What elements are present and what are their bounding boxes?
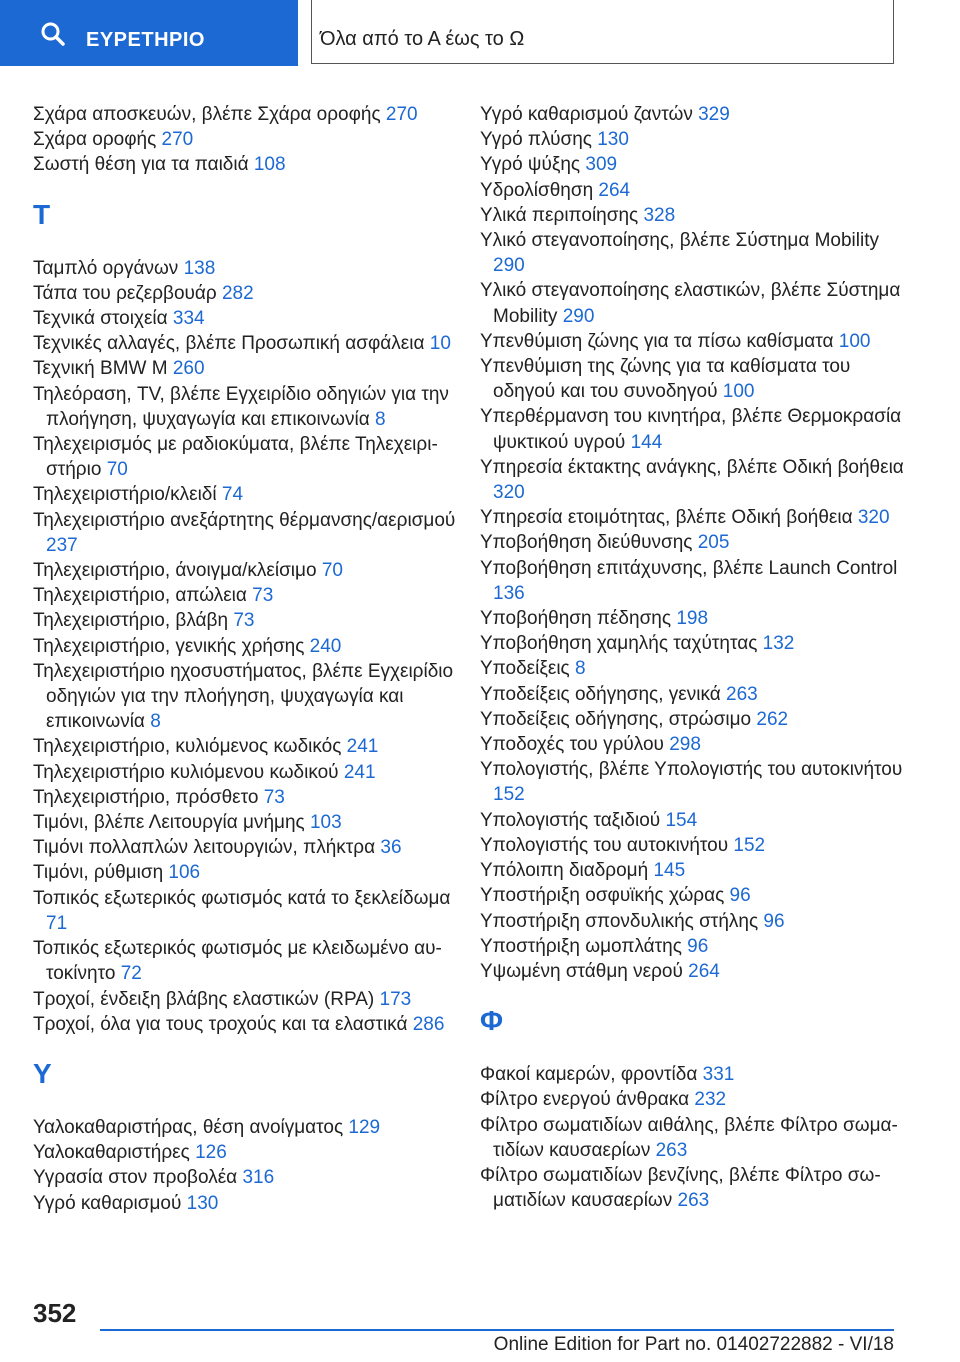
page-reference-link[interactable]: 130: [186, 1192, 219, 1214]
index-entry[interactable]: [480, 530, 910, 555]
index-entry[interactable]: [33, 1115, 463, 1140]
index-entry[interactable]: [33, 583, 463, 608]
page-reference-link[interactable]: 129: [348, 1116, 381, 1138]
index-entry-text: Υαλοκαθαριστήρας, θέση ανοίγματος: [33, 1116, 349, 1138]
index-entry-text: Τεχνικά στοιχεία: [33, 308, 173, 330]
page-reference-link[interactable]: 73: [252, 585, 274, 607]
page-reference-link[interactable]: 96: [763, 910, 785, 932]
index-entry[interactable]: [480, 682, 910, 707]
index-entry[interactable]: [33, 1165, 463, 1190]
index-entry[interactable]: [33, 634, 463, 659]
index-entry-text: Υποδείξεις οδήγησης, στρώσιμο: [480, 708, 757, 730]
page-reference-link[interactable]: 260: [172, 358, 205, 380]
page-reference-link[interactable]: 100: [722, 381, 755, 403]
index-entry[interactable]: [480, 278, 910, 328]
index-entry[interactable]: [480, 656, 910, 681]
index-entry[interactable]: [33, 734, 463, 759]
edition-footer: Online Edition for Part no. 01402722882 - VI/18: [493, 1334, 894, 1355]
index-entry[interactable]: [33, 482, 463, 507]
page-reference-link[interactable]: 152: [493, 784, 525, 806]
page-reference-link[interactable]: 232: [694, 1089, 727, 1111]
index-entry-text: Υποβοήθηση πέδησης: [480, 608, 677, 630]
page-reference-link[interactable]: 72: [120, 963, 142, 985]
page-reference-link[interactable]: 263: [677, 1190, 710, 1212]
index-entry-text: Υπολογιστής ταξιδιού: [480, 809, 666, 831]
index-entry[interactable]: [33, 810, 463, 835]
page-reference-link[interactable]: 136: [493, 582, 525, 604]
index-entry-text: Υποστήριξη σπονδυλικής στήλης: [480, 910, 764, 932]
index-entry-text: Τηλεχειριστήριο ανεξάρτητης θέρμανσης/αερισμού: [33, 509, 456, 531]
page-reference-link[interactable]: 309: [585, 154, 618, 176]
index-entry[interactable]: [480, 329, 910, 354]
page-reference-link[interactable]: 263: [726, 683, 758, 705]
page-reference-link[interactable]: 198: [676, 608, 709, 630]
index-entry[interactable]: [33, 785, 463, 810]
index-entry-text: Υποβοήθηση χαμηλής ταχύτητας: [480, 633, 763, 655]
index-entry[interactable]: [33, 608, 463, 633]
index-entry[interactable]: [33, 152, 463, 177]
page-reference-link[interactable]: 264: [688, 960, 720, 982]
index-entry[interactable]: [33, 127, 463, 152]
index-entry[interactable]: [33, 356, 463, 381]
index-entry-text: Υλικό στεγανοποίησης ελαστικών, βλέπε Σύστημα Mobility: [480, 280, 901, 327]
index-entry-text: Ταμπλό οργάνων: [33, 257, 184, 279]
page-reference-link[interactable]: 270: [385, 104, 418, 125]
index-entry[interactable]: [480, 883, 910, 908]
page-reference-link[interactable]: 71: [46, 912, 68, 934]
index-entry-text: Τιμόνι, ρύθμιση: [33, 862, 169, 884]
index-entry-text: Υποδείξεις: [480, 658, 575, 680]
index-entry-text: Τηλεχειριστήριο, πρόσθετο: [33, 786, 264, 808]
search-tab-label: ΕΥΡΕΤΗΡΙΟ: [86, 29, 205, 51]
index-entry-text: Τεχνική BMW M: [33, 358, 173, 380]
index-entry[interactable]: [480, 455, 910, 505]
index-entry-text: Τηλεχειριστήριο, απώλεια: [33, 585, 253, 607]
page-reference-link[interactable]: 173: [379, 988, 412, 1010]
index-entry-text: Υποστήριξη οσφυϊκής χώρας: [480, 885, 730, 907]
page-reference-link[interactable]: 106: [168, 862, 201, 884]
index-entry[interactable]: [33, 256, 463, 281]
page-reference-link[interactable]: 264: [598, 179, 631, 201]
page-reference-link[interactable]: 103: [309, 812, 342, 834]
page-reference-link[interactable]: 290: [493, 255, 525, 277]
index-entry-text: Τοπικός εξωτερικός φωτισμός κατά το ξεκλείδωμα: [33, 887, 451, 909]
page-reference-link[interactable]: 241: [346, 736, 379, 758]
index-entry[interactable]: [480, 909, 910, 934]
page-reference-link[interactable]: 286: [412, 1013, 445, 1035]
page-reference-link[interactable]: 328: [643, 204, 676, 226]
page-reference-link[interactable]: 100: [838, 330, 871, 352]
index-letter-heading: Φ: [480, 1005, 503, 1037]
page-reference-link[interactable]: 108: [253, 154, 286, 176]
index-entry-text: Τιμόνι, βλέπε Λειτουργία μνήμης: [33, 812, 310, 834]
index-entry-text: Υπενθύμιση της ζώνης για τα καθίσματα του οδηγού και του συνοδηγού: [480, 356, 851, 403]
index-entry-text: Τηλεχειριστήριο, κυλιόμενος κωδικός: [33, 736, 347, 758]
page-reference-link[interactable]: 270: [161, 129, 194, 151]
index-entry[interactable]: [33, 987, 463, 1012]
index-entry-text: Φίλτρο σωματιδίων αιθάλης, βλέπε Φίλτρο σωματιδίων καυσαερίων: [480, 1114, 898, 1161]
index-entry[interactable]: [480, 631, 910, 656]
index-entry-text: Τηλεχειριστήριο/κλειδί: [33, 484, 222, 506]
index-entry[interactable]: [480, 1163, 910, 1213]
index-entry[interactable]: [480, 808, 910, 833]
index-entry-text: Υπόλοιπη διαδρομή: [480, 860, 654, 882]
index-entry[interactable]: [33, 508, 463, 558]
page-reference-link[interactable]: 331: [702, 1064, 735, 1086]
page-reference-link[interactable]: 334: [172, 308, 205, 330]
index-entry[interactable]: [33, 835, 463, 860]
index-entry[interactable]: [480, 127, 910, 152]
index-entry-text: Τιμόνι πολλαπλών λειτουργιών, πλήκτρα: [33, 837, 381, 859]
breadcrumb[interactable]: [311, 0, 894, 64]
index-entry[interactable]: [33, 1191, 463, 1216]
index-entry-text: Υποβοήθηση διεύθυνσης: [480, 532, 698, 554]
page-reference-link[interactable]: 152: [733, 834, 766, 856]
index-entry[interactable]: [33, 760, 463, 785]
index-entry[interactable]: [33, 281, 463, 306]
index-entry[interactable]: [33, 1140, 463, 1165]
index-entry[interactable]: [33, 860, 463, 885]
index-entry-text: Σωστή θέση για τα παιδιά: [33, 154, 254, 176]
page-reference-link[interactable]: 320: [493, 482, 525, 504]
index-entry-text: Υγρασία στον προβολέα: [33, 1167, 243, 1189]
index-entry[interactable]: [480, 732, 910, 757]
page-reference-link[interactable]: 240: [309, 635, 342, 657]
index-entry-text: Υγρό ψύξης: [480, 154, 586, 176]
index-entry[interactable]: [33, 558, 463, 583]
index-entry-text: Τροχοί, ένδειξη βλάβης ελαστικών (RPA): [33, 988, 380, 1010]
index-entry-text: Τηλεχειριστήριο, γενικής χρήσης: [33, 635, 310, 657]
page-reference-link[interactable]: 8: [574, 658, 586, 680]
page-number: 352: [33, 1298, 77, 1328]
page-reference-link[interactable]: 237: [46, 534, 78, 556]
index-entry[interactable]: [480, 152, 910, 177]
index-letter-heading: Τ: [33, 198, 51, 230]
page-reference-link[interactable]: 73: [233, 610, 255, 632]
index-entry[interactable]: [480, 707, 910, 732]
page-reference-link[interactable]: 10: [429, 333, 451, 355]
index-entry-text: Σχάρα οροφής: [33, 129, 162, 151]
index-entry[interactable]: [480, 102, 910, 127]
page-reference-link[interactable]: 205: [697, 532, 730, 554]
index-entry-text: Υποβοήθηση επιτάχυνσης, βλέπε Launch Control: [480, 557, 898, 579]
page-reference-link[interactable]: 8: [375, 408, 386, 430]
index-entry[interactable]: [480, 606, 910, 631]
index-entry[interactable]: [33, 382, 463, 432]
index-entry-text: Φίλτρο σωματιδίων βενζίνης, βλέπε Φίλτρο σωματιδίων καυσαερίων: [480, 1164, 881, 1212]
index-entry-text: Υπηρεσία έκτακτης ανάγκης, βλέπε Οδική βοήθεια: [480, 456, 904, 478]
page-reference-link[interactable]: 298: [669, 734, 701, 756]
index-entry-text: Υπηρεσία ετοιμότητας, βλέπε Οδική βοήθεια: [480, 507, 858, 529]
index-entry[interactable]: [480, 505, 910, 530]
index-column-left: [33, 102, 463, 1216]
index-entry[interactable]: [480, 556, 910, 606]
page-reference-link[interactable]: 132: [762, 633, 795, 655]
index-entry-text: Τροχοί, όλα για τους τροχούς και τα ελαστικά: [33, 1013, 413, 1035]
page-reference-link[interactable]: 73: [263, 786, 285, 808]
index-entry[interactable]: [33, 306, 463, 331]
index-entry-text: Υγρό καθαρισμού ζαντών: [480, 104, 699, 125]
page-reference-link[interactable]: 130: [597, 129, 629, 151]
index-entry[interactable]: [480, 354, 910, 404]
index-entry[interactable]: [480, 934, 910, 959]
page-reference-link[interactable]: 290: [562, 305, 595, 327]
index-entry[interactable]: [33, 659, 463, 735]
index-column-right: [480, 102, 910, 1213]
index-entry[interactable]: [480, 203, 910, 228]
page-reference-link[interactable]: 96: [729, 885, 751, 907]
index-entry[interactable]: [480, 1062, 910, 1087]
page-reference-link[interactable]: 144: [630, 431, 663, 453]
index-entry[interactable]: [480, 858, 910, 883]
index-entry-text: Τηλεχειριστήριο κυλιόμενου κωδικού: [33, 761, 344, 783]
index-entry-text: Φίλτρο ενεργού άνθρακα: [480, 1089, 695, 1111]
index-entry-text: Τηλεχειρισμός με ραδιοκύματα, βλέπε Τηλεχειριστήριο: [33, 434, 438, 481]
breadcrumb-label: Όλα από το Α έως το Ω: [320, 28, 525, 50]
page-reference-link[interactable]: 263: [655, 1139, 688, 1161]
page-reference-link[interactable]: 74: [221, 484, 244, 506]
index-entry[interactable]: [33, 886, 463, 936]
index-entry-text: Υπολογιστής του αυτοκινήτου: [480, 834, 734, 856]
index-entry-text: Υδρολίσθηση: [480, 179, 599, 201]
search-icon: [40, 21, 66, 47]
index-entry[interactable]: [480, 228, 910, 278]
page-reference-link[interactable]: 329: [698, 104, 730, 125]
index-entry[interactable]: [480, 757, 910, 807]
index-entry-text: Υψωμένη στάθμη νερού: [480, 960, 689, 982]
index-entry[interactable]: [480, 1113, 910, 1163]
index-entry-text: Τάπα του ρεζερβουάρ: [33, 282, 222, 304]
index-entry[interactable]: [33, 936, 463, 986]
index-entry-text: Υαλοκαθαριστήρες: [33, 1142, 196, 1164]
index-entry[interactable]: [480, 178, 910, 203]
index-entry-text: Υπολογιστής, βλέπε Υπολογιστής του αυτοκινήτου: [480, 759, 903, 781]
page-reference-link[interactable]: 8: [150, 711, 161, 733]
page-reference-link[interactable]: 241: [343, 761, 376, 783]
page-reference-link[interactable]: 138: [183, 257, 216, 279]
index-entry[interactable]: [33, 432, 463, 482]
header: [0, 0, 960, 66]
page-reference-link[interactable]: 282: [221, 282, 254, 304]
index-entry-text: Τηλεόραση, TV, βλέπε Εγχειρίδιο οδηγιών για την πλοήγηση, ψυχαγωγία και επικοινωνία: [33, 383, 449, 430]
page-reference-link[interactable]: 70: [106, 459, 128, 481]
page-reference-link[interactable]: 320: [857, 507, 890, 529]
index-entry-text: Υποδείξεις οδήγησης, γενικά: [480, 683, 726, 705]
page-reference-link[interactable]: 145: [653, 860, 686, 882]
page-reference-link[interactable]: 316: [242, 1167, 275, 1189]
index-entry-text: Υπερθέρμανση του κινητήρα, βλέπε Θερμοκρασία ψυκτικού υγρού: [480, 406, 902, 453]
index-entry-text: Φακοί καμερών, φροντίδα: [480, 1064, 703, 1086]
index-entry-text: Υποστήριξη ωμοπλάτης: [480, 935, 688, 957]
index-entry-text: Τεχνικές αλλαγές, βλέπε Προσωπική ασφάλεια: [33, 333, 430, 355]
page-reference-link[interactable]: 154: [665, 809, 698, 831]
index-entry-text: Υγρό πλύσης: [480, 129, 598, 151]
index-entry[interactable]: [480, 833, 910, 858]
index-entry[interactable]: [33, 331, 463, 356]
index-entry-text: Σχάρα αποσκευών, βλέπε Σχάρα οροφής: [33, 104, 386, 125]
page-reference-link[interactable]: 70: [321, 560, 343, 582]
index-entry-text: Υποδοχές του γρύλου: [480, 734, 670, 756]
page-reference-link[interactable]: 36: [380, 837, 402, 859]
index-entry-text: Υλικό στεγανοποίησης, βλέπε Σύστημα Mobility: [480, 230, 879, 252]
index-entry[interactable]: [480, 959, 910, 984]
page-reference-link[interactable]: 96: [687, 935, 709, 957]
index-entry-text: Υλικά περιποίησης: [480, 204, 644, 226]
index-entry-text: Τηλεχειριστήριο ηχοσυστήματος, βλέπε Εγχειρίδιο οδηγιών για την πλοήγηση, ψυχαγωγία και επικοινωνία: [33, 660, 454, 733]
index-entry-text: Υπενθύμιση ζώνης για τα πίσω καθίσματα: [480, 330, 839, 352]
index-letter-heading: Υ: [33, 1057, 52, 1089]
page-reference-link[interactable]: 262: [756, 708, 789, 730]
index-entry-text: Τοπικός εξωτερικός φωτισμός με κλειδωμένο αυτοκίνητο: [33, 938, 442, 985]
index-entry-text: Υγρό καθαρισμού: [33, 1192, 187, 1214]
page-reference-link[interactable]: 126: [195, 1142, 227, 1164]
index-search-tab[interactable]: [0, 0, 298, 66]
index-entry[interactable]: [33, 102, 463, 127]
index-entry-text: Τηλεχειριστήριο, άνοιγμα/κλείσιμο: [33, 560, 322, 582]
footer-divider: [100, 1329, 894, 1331]
index-entry[interactable]: [480, 1087, 910, 1112]
index-entry[interactable]: [480, 404, 910, 454]
index-entry[interactable]: [33, 1012, 463, 1037]
index-entry-text: Τηλεχειριστήριο, βλάβη: [33, 610, 234, 632]
